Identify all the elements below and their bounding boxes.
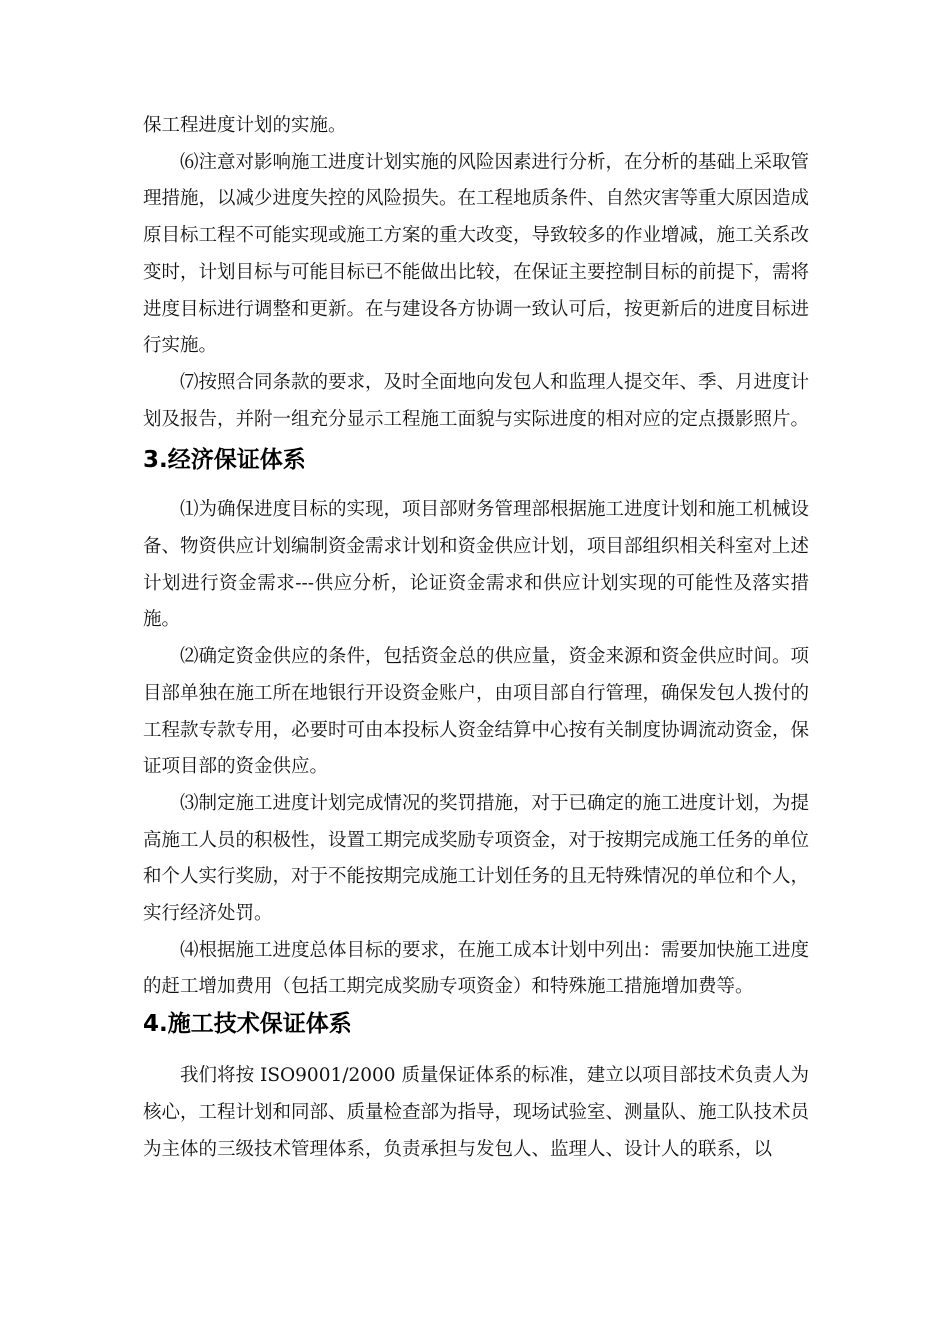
section-heading-economic: 3.经济保证体系: [143, 447, 306, 474]
economic-paragraph-1: ⑴为确保进度目标的实现，项目部财务管理部根据施工进度计划和施工机械设备、物资供应计划编制资金需求计划和资金供应计划，项目部组织相关科室对上述计划进行资金需求---供应分析，论证资金需求和供应计划实现的可能性及落实措施。: [143, 499, 810, 631]
paragraph-continuation: 保工程进度计划的实施。: [143, 115, 347, 136]
paragraph-item-7: ⑺按照合同条款的要求，及时全面地向发包人和监理人提交年、季、月进度计划及报告，并附一组充分显示工程施工面貌与实际进度的相对应的定点摄影照片。: [143, 371, 810, 430]
economic-paragraph-2: ⑵确定资金供应的条件，包括资金总的供应量，资金来源和资金供应时间。项目部单独在施工所在地银行开设资金账户，由项目部自行管理，确保发包人拨付的工程款专款专用，必要时可由本投标人资金结算中心按有关制度协调流动资金，保证项目部的资金供应。: [143, 646, 810, 778]
document-body: [143, 108, 809, 1168]
technical-paragraph-1: 我们将按 ISO9001/2000 质量保证体系的标准，建立以项目部技术负责人为核心，工程计划和同部、质量检查部为指导，现场试验室、测量队、施工队技术员为主体的三级技术管理体系，负责承担与发包人、监理人、设计人的联系，以: [143, 1065, 810, 1160]
economic-paragraph-4: ⑷根据施工进度总体目标的要求，在施工成本计划中列出：需要加快施工进度的赶工增加费用（包括工期完成奖励专项资金）和特殊施工措施增加费等。: [143, 939, 810, 998]
economic-paragraph-3: ⑶制定施工进度计划完成情况的奖罚措施，对于已确定的施工进度计划，为提高施工人员的积极性，设置工期完成奖励专项资金，对于按期完成施工任务的单位和个人实行奖励，对于不能按期完成施工计划任务的且无特殊情况的单位和个人，实行经济处罚。: [143, 792, 810, 925]
paragraph-item-6: ⑹注意对影响施工进度计划实施的风险因素进行分析，在分析的基础上采取管理措施，以减少进度失控的风险损失。在工程地质条件、自然灾害等重大原因造成原目标工程不可能实现或施工方案的重大改变，导致较多的作业增减，施工关系改变时，计划目标与可能目标已不能做出比较，在保证主要控制目标的前提下，需将进度目标进行调整和更新。在与建设各方协调一致认可后，按更新后的进度目标进行实施。: [143, 151, 810, 357]
section-heading-technical: 4.施工技术保证体系: [143, 1011, 352, 1038]
